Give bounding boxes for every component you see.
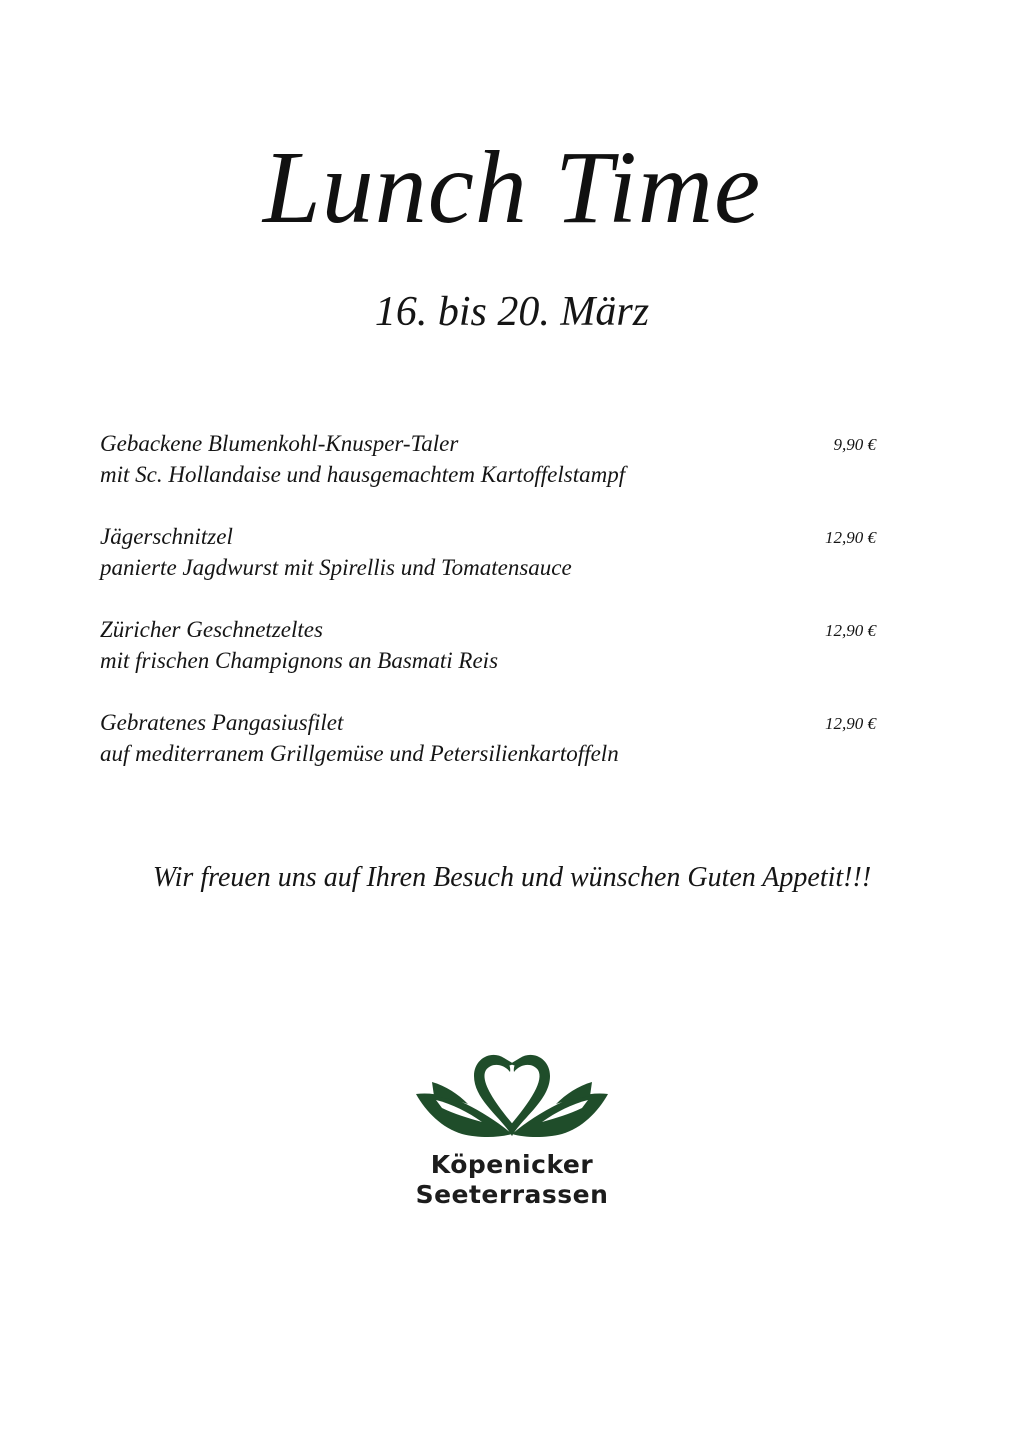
menu-item — [100, 428, 878, 521]
menu-list — [100, 428, 878, 800]
menu-item-description: mit frischen Champignons an Basmati Reis — [100, 648, 499, 673]
menu-item-description: auf mediterranem Grillgemüse und Petersilienkartoffeln — [100, 741, 619, 766]
menu-item — [100, 521, 878, 614]
menu-item-price: 12,90 € — [825, 714, 876, 733]
menu-item-name: Jägerschnitzel — [100, 524, 233, 549]
restaurant-logo — [412, 1048, 612, 1216]
menu-item — [100, 707, 878, 800]
menu-item-name: Gebratenes Pangasiusfilet — [100, 710, 344, 735]
page-title: Lunch Time — [262, 130, 762, 245]
swan-heart-icon — [412, 1048, 612, 1148]
menu-item-description: mit Sc. Hollandaise und hausgemachtem Kartoffelstampf — [100, 462, 626, 487]
menu-item-price: 12,90 € — [825, 528, 876, 547]
menu-item-name: Züricher Geschnetzeltes — [100, 617, 323, 642]
menu-item — [100, 614, 878, 707]
logo-text-line2: Seeterrassen — [415, 1180, 609, 1209]
menu-item-description: panierte Jagdwurst mit Spirellis und Tomatensauce — [100, 555, 572, 580]
menu-item-name: Gebackene Blumenkohl-Knusper-Taler — [100, 431, 459, 456]
date-range: 16. bis 20. März — [374, 289, 650, 335]
menu-item-price: 9,90 € — [833, 435, 876, 454]
logo-text-line1: Köpenicker — [430, 1150, 594, 1179]
menu-item-price: 12,90 € — [825, 621, 876, 640]
closing-message: Wir freuen uns auf Ihren Besuch und wünschen Guten Appetit!!! — [152, 862, 872, 893]
